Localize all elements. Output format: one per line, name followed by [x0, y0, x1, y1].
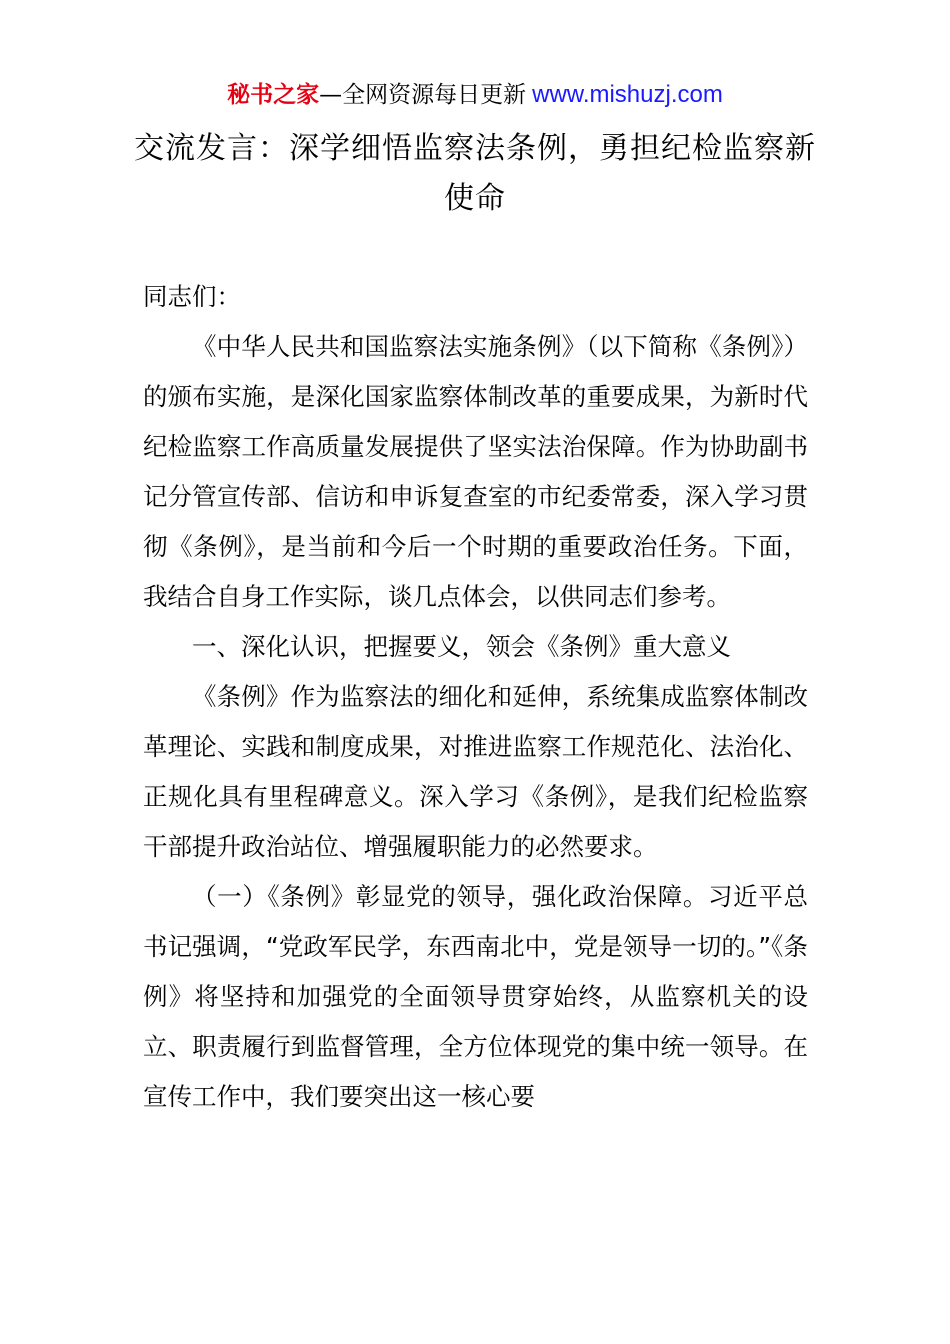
site-slogan: —全网资源每日更新: [319, 82, 527, 108]
site-url-link[interactable]: www.mishuzj.com: [532, 81, 723, 108]
salutation: 同志们：: [143, 282, 241, 311]
document-body: [143, 272, 808, 1122]
site-brand: 秘书之家: [227, 82, 320, 108]
paragraph-subsection-1: （一）《条例》彰显党的领导，强化政治保障。习近平总书记强调，“党政军民学，东西南北中，党是领导一切的。”《条例》将坚持和加强党的全面领导贯穿始终，从监察机关的设立、职责履行到监督管理，全方位体现党的集中统一领导。在宣传工作中，我们要突出这一核心要: [143, 882, 808, 1111]
document-title: 交流发言：深学细悟监察法条例，勇担纪检监察新使命: [134, 131, 816, 216]
site-header: [0, 78, 950, 112]
paragraph-intro: 《中华人民共和国监察法实施条例》（以下简称《条例》）的颁布实施，是深化国家监察体制改革的重要成果，为新时代纪检监察工作高质量发展提供了坚实法治保障。作为协助副书记分管宣传部、信访和申诉复查室的市纪委常委，深入学习贯彻《条例》，是当前和今后一个时期的重要政治任务。下面，我结合自身工作实际，谈几点体会，以供同志们参考。: [143, 332, 808, 611]
paragraph-section-1: 《条例》作为监察法的细化和延伸，系统集成监察体制改革理论、实践和制度成果，对推进监察工作规范化、法治化、正规化具有里程碑意义。深入学习《条例》，是我们纪检监察干部提升政治站位、增强履职能力的必然要求。: [143, 682, 808, 861]
section-heading-1: 一、深化认识，把握要义，领会《条例》重大意义: [192, 632, 731, 661]
